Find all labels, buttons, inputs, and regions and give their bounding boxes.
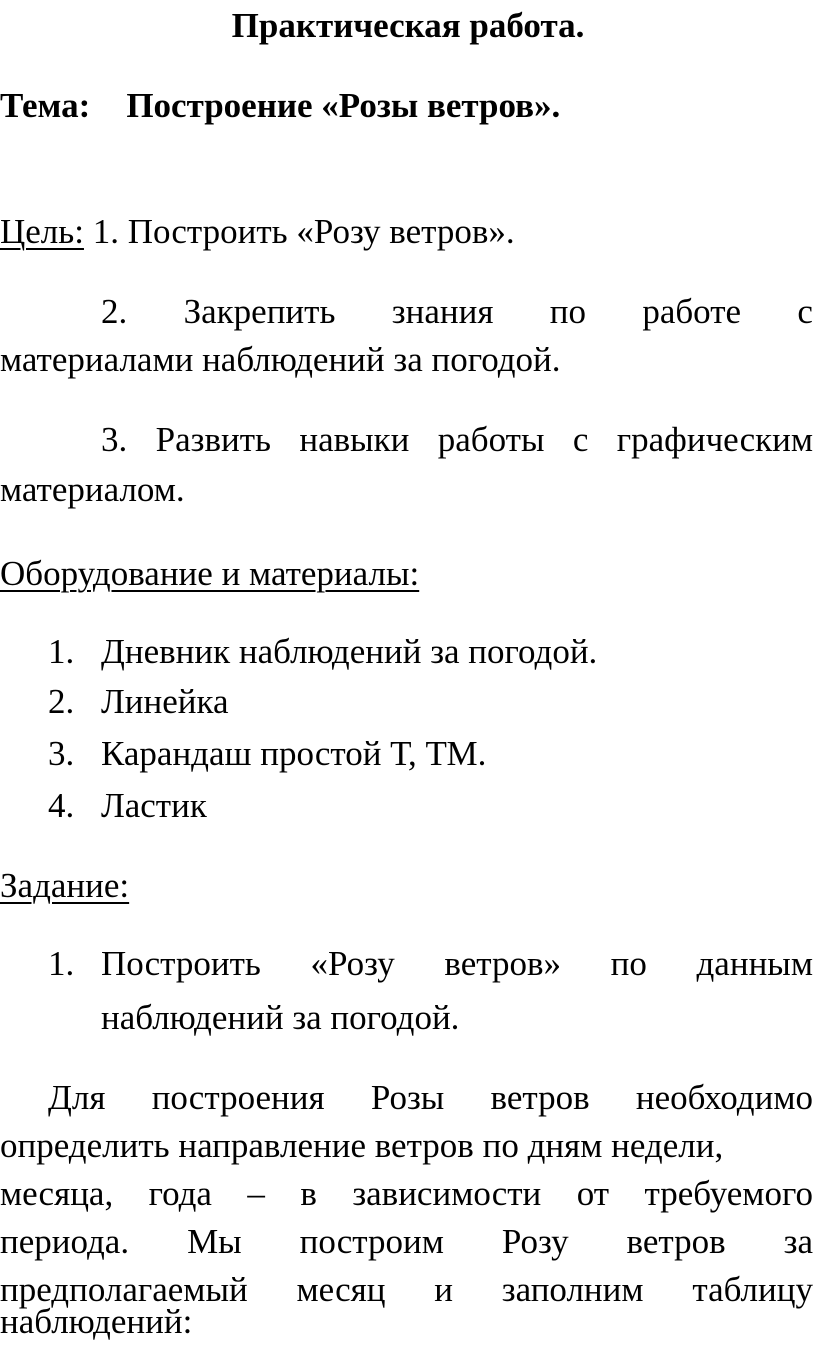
theme-label: Тема: [0,86,91,125]
word: Розы [370,1078,445,1117]
word: Для [48,1078,106,1117]
list-number: 1. [48,632,75,671]
word: предполагаемый [0,1270,248,1309]
word: по [549,292,586,331]
paragraph-line-4 [0,1220,813,1264]
word: 2. [101,292,128,331]
paragraph-line-2: определить направление ветров по дням недели, [0,1126,724,1165]
paragraph-line-1 [48,1076,813,1120]
word: ветров» [444,944,561,983]
word: от [576,1174,610,1213]
word: знания [391,292,494,331]
paragraph-line-6: наблюдений: [0,1302,193,1341]
word: таблицу [692,1270,813,1309]
list-text: Карандаш простой Т, ТМ. [101,734,487,773]
word: Розу [501,1222,569,1261]
word: – [247,1174,265,1213]
goal-item-1: 1. Построить «Розу ветров». [92,212,515,251]
theme-text: Построение «Розы ветров». [126,86,561,125]
word: ветров [490,1078,590,1117]
goal-item-3-line-2: материалом. [0,470,185,509]
list-number: 2. [48,682,75,721]
document-title: Практическая работа. [231,6,585,45]
goal-line-1 [0,210,515,254]
word: Мы [187,1222,242,1261]
word: с [572,420,589,459]
word: месяца, [0,1174,114,1213]
word: с [797,292,813,331]
word: ветров [626,1222,726,1261]
list-text: Ластик [101,786,207,825]
word: необходимо [635,1078,813,1117]
word: за [783,1222,813,1261]
list-number: 3. [48,734,75,773]
word: данным [696,944,813,983]
word: зависимости [352,1174,542,1213]
word: заполним [501,1270,644,1309]
word: Развить [155,420,271,459]
word: требуемого [644,1174,813,1213]
task-heading: Задание: [0,866,130,905]
theme-line [0,84,560,128]
goal-item-2-line-2: материалами наблюдений за погодой. [0,340,561,379]
word: построим [299,1222,444,1261]
word: навыки [299,420,410,459]
task-number: 1. [48,944,75,983]
word: построения [151,1078,325,1117]
goal-item-2-line-1 [101,290,813,334]
word: работе [642,292,742,331]
list-number: 4. [48,786,75,825]
goal-item-3-line-1 [101,418,813,462]
goal-label: Цель: [0,212,84,251]
word: «Розу [310,944,395,983]
task-line-2: наблюдений за погодой. [101,998,460,1037]
paragraph-line-3 [0,1172,813,1216]
word: периода. [0,1222,130,1261]
word: месяц [296,1270,386,1309]
word: Построить [101,944,261,983]
list-text: Линейка [101,682,229,721]
word: работы [437,420,545,459]
word: в [300,1174,317,1213]
list-text: Дневник наблюдений за погодой. [101,632,598,671]
word: года [148,1174,212,1213]
task-line-1 [101,942,813,986]
word: по [610,944,647,983]
word: Закрепить [183,292,336,331]
equipment-heading: Оборудование и материалы: [0,554,420,593]
word: графическим [616,420,813,459]
word: и [434,1270,453,1309]
word: 3. [101,420,128,459]
